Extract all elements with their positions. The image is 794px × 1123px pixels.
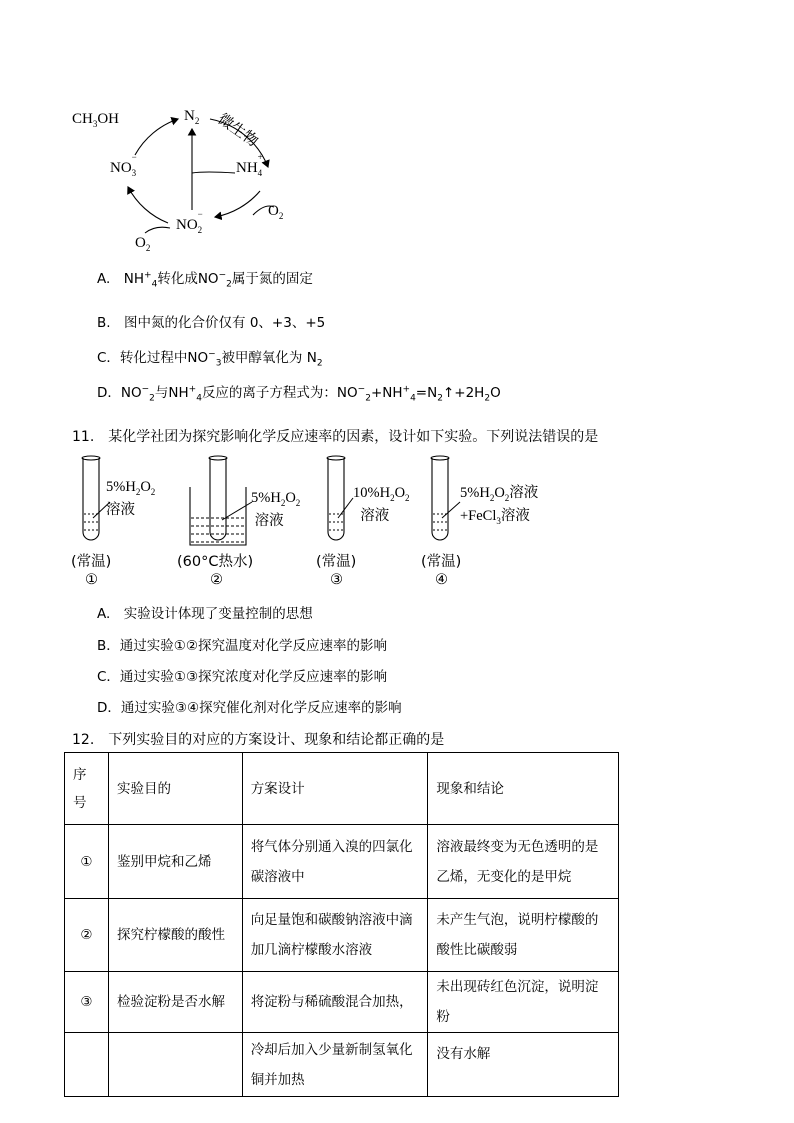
q10-option-b: B. 图中氮的化合价仅有 0、+3、+5 <box>97 315 326 331</box>
exp3-condition: (常温) <box>316 554 357 570</box>
row-design: 冷却后加入少量新制氢氧化铜并加热 <box>242 1033 428 1097</box>
exp3-number: ③ <box>330 572 343 588</box>
test-tube-4 <box>431 456 460 540</box>
q10-option-a: A. $NH^+_4$转化成$NO^-_2$属于氮的固定 <box>97 270 313 290</box>
exp4-condition: (常温) <box>421 554 462 570</box>
row-num: ① <box>65 825 109 899</box>
no3-label: $NO_3$ − <box>110 152 137 178</box>
table-row <box>65 825 619 899</box>
o2-bottom-arc <box>145 227 170 233</box>
q11-option-a: A. 实验设计体现了变量控制的思想 <box>97 606 313 622</box>
exp1-label: $5\%H_2O_2$ 溶液 <box>106 479 156 518</box>
cycle-arc-top-left <box>135 119 178 155</box>
table-header-row <box>65 753 619 825</box>
cycle-arc-bottom-right <box>215 191 260 217</box>
q11-option-d: D．通过实验③④探究催化剂对化学反应速率的影响 <box>97 700 402 716</box>
row-design: 向足量饱和碳酸钠溶液中滴加几滴柠檬酸水溶液 <box>242 899 428 972</box>
o2-bottom-label: $O_2$ <box>135 235 151 253</box>
q12-table <box>64 752 619 1097</box>
table-row <box>65 972 619 1033</box>
row-result: 没有水解 <box>428 1033 619 1097</box>
q11-option-c: C．通过实验①③探究浓度对化学反应速率的影响 <box>97 669 388 685</box>
header-cell-num: 序 号 <box>65 753 109 825</box>
row-num: ③ <box>65 972 109 1033</box>
row-design: 将气体分别通入溴的四氯化碳溶液中 <box>242 825 428 899</box>
row-num <box>65 1033 109 1097</box>
table-row <box>65 1033 619 1097</box>
test-tube-3 <box>327 456 353 540</box>
nh4-label: $NH_4$ + <box>236 152 263 178</box>
microbe-label: 微生物 <box>214 109 262 151</box>
q11-option-b: B．通过实验①②探究温度对化学反应速率的影响 <box>97 638 387 654</box>
row-result: 未产生气泡，说明柠檬酸的酸性比碳酸弱 <box>428 899 619 972</box>
row-purpose: 鉴别甲烷和乙烯 <box>108 825 242 899</box>
q12-title: 12. 下列实验目的对应的方案设计、现象和结论都正确的是 <box>72 732 445 748</box>
row-purpose: 探究柠檬酸的酸性 <box>108 899 242 972</box>
exp1-number: ① <box>85 572 98 588</box>
beaker-2 <box>190 456 252 545</box>
branch-arrow <box>192 172 235 173</box>
row-num: ② <box>65 899 109 972</box>
header-cell-design: 方案设计 <box>242 753 428 825</box>
cycle-arc-bottom-left <box>128 187 168 223</box>
exp2-condition: (60°C热水) <box>177 554 254 570</box>
row-design: 将淀粉与稀硫酸混合加热， <box>242 972 428 1033</box>
ch3oh-label: $CH_3OH$ <box>72 111 120 129</box>
q10-option-d: D．$NO^-_2$与$NH^+_4$反应的离子方程式为：$NO^-_2+NH^+_4=N_2↑+2H_2O$ <box>97 384 501 404</box>
n2-label: $N_2$ <box>184 108 200 126</box>
exp4-label: $5\%H_2O_2$溶液 +FeCl$_3$溶液 <box>460 485 539 526</box>
row-result: 溶液最终变为无色透明的是乙烯，无变化的是甲烷 <box>428 825 619 899</box>
exp2-label: $5\%H_2O_2$ 溶液 <box>251 490 301 529</box>
exp1-condition: (常温) <box>71 554 112 570</box>
q10-option-c: C．转化过程中$NO^-_3$被甲醇氧化为 $N_2$ <box>97 349 323 369</box>
row-result: 未出现砖红色沉淀，说明淀粉 <box>428 972 619 1033</box>
no2-label: $NO_2$ − <box>176 209 203 235</box>
exp4-number: ④ <box>435 572 448 588</box>
q11-title: 11. 某化学社团为探究影响化学反应速率的因素，设计如下实验。下列说法错误的是 <box>72 429 599 445</box>
row-purpose <box>108 1033 242 1097</box>
header-cell-purpose: 实验目的 <box>108 753 242 825</box>
o2-right-label: $O_2$ <box>268 203 284 221</box>
row-purpose: 检验淀粉是否水解 <box>108 972 242 1033</box>
exp3-label: $10\%H_2O_2$ 溶液 <box>353 485 410 524</box>
header-cell-result: 现象和结论 <box>428 753 619 825</box>
exp2-number: ② <box>210 572 223 588</box>
table-row <box>65 899 619 972</box>
